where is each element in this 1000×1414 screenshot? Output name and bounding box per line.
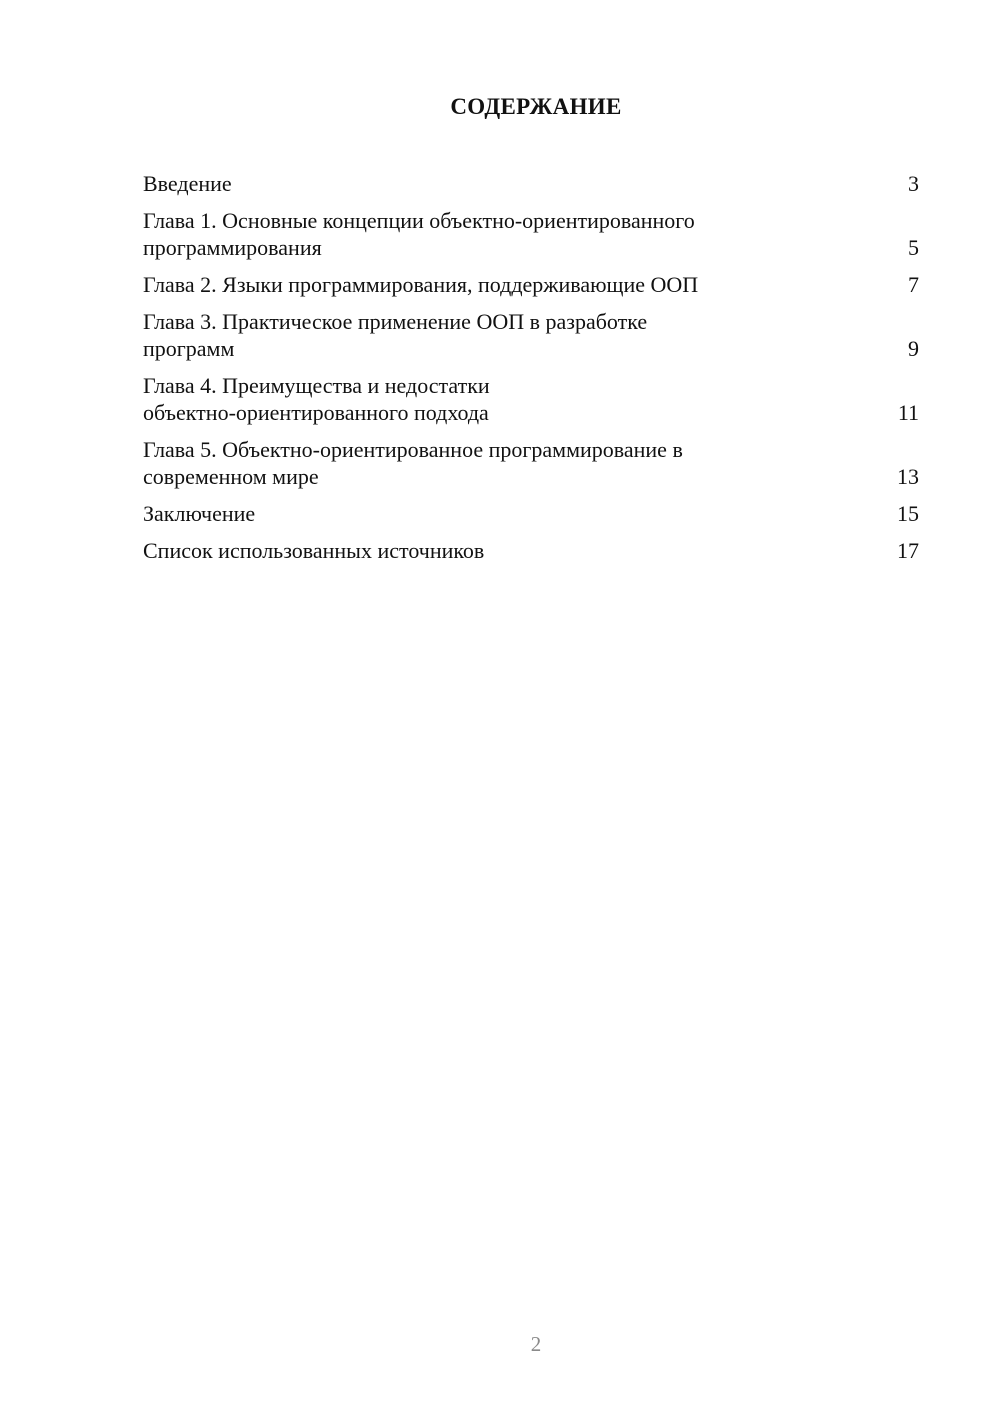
toc-entry-title-line: Глава 2. Языки программирования, поддерживающие ООП (143, 272, 699, 297)
toc-entry-title (143, 537, 783, 564)
toc-entry-introduction (143, 170, 919, 197)
page-number: 2 (530, 1332, 542, 1356)
toc-entry-page: 7 (908, 272, 919, 297)
page-title: СОДЕРЖАНИЕ (450, 94, 622, 119)
toc-entry-title-line: Заключение (143, 501, 256, 526)
toc-entry-title-line: программ (143, 336, 235, 361)
toc-entry-title (143, 271, 783, 298)
toc-entry-chapter-4 (143, 372, 919, 426)
toc-entry-title-line: Глава 3. Практическое применение ООП в разработке (143, 309, 648, 334)
toc-entry-title-line: Список использованных источников (143, 538, 485, 563)
toc-entry-page: 9 (908, 336, 919, 361)
toc-entry-title-line: Введение (143, 171, 232, 196)
toc-entry-title-line: объектно-ориентированного подхода (143, 400, 489, 425)
toc-entry-title-line: Глава 1. Основные концепции объектно-ориентированного (143, 208, 695, 233)
toc-entry-title (143, 500, 783, 527)
toc-entry-conclusion (143, 500, 919, 527)
toc-entry-page: 15 (897, 501, 919, 526)
toc-entry-references (143, 537, 919, 564)
table-of-contents (143, 170, 919, 574)
toc-entry-page: 5 (908, 235, 919, 260)
toc-entry-page: 3 (908, 171, 919, 196)
toc-entry-title-line: Глава 5. Объектно-ориентированное программирование в (143, 437, 683, 462)
toc-entry-title (143, 436, 783, 490)
toc-entry-title (143, 372, 783, 426)
toc-entry-title (143, 170, 783, 197)
toc-entry-title-line: современном мире (143, 464, 319, 489)
toc-entry-title (143, 308, 783, 362)
toc-entry-page: 11 (897, 400, 919, 425)
toc-entry-title-line: программирования (143, 235, 322, 260)
toc-entry-chapter-5 (143, 436, 919, 490)
toc-entry-chapter-2 (143, 271, 919, 298)
toc-entry-title-line: Глава 4. Преимущества и недостатки (143, 373, 490, 398)
toc-entry-title (143, 207, 783, 261)
toc-entry-page: 13 (897, 464, 919, 489)
toc-entry-page: 17 (897, 538, 919, 563)
toc-entry-chapter-1 (143, 207, 919, 261)
toc-entry-chapter-3 (143, 308, 919, 362)
